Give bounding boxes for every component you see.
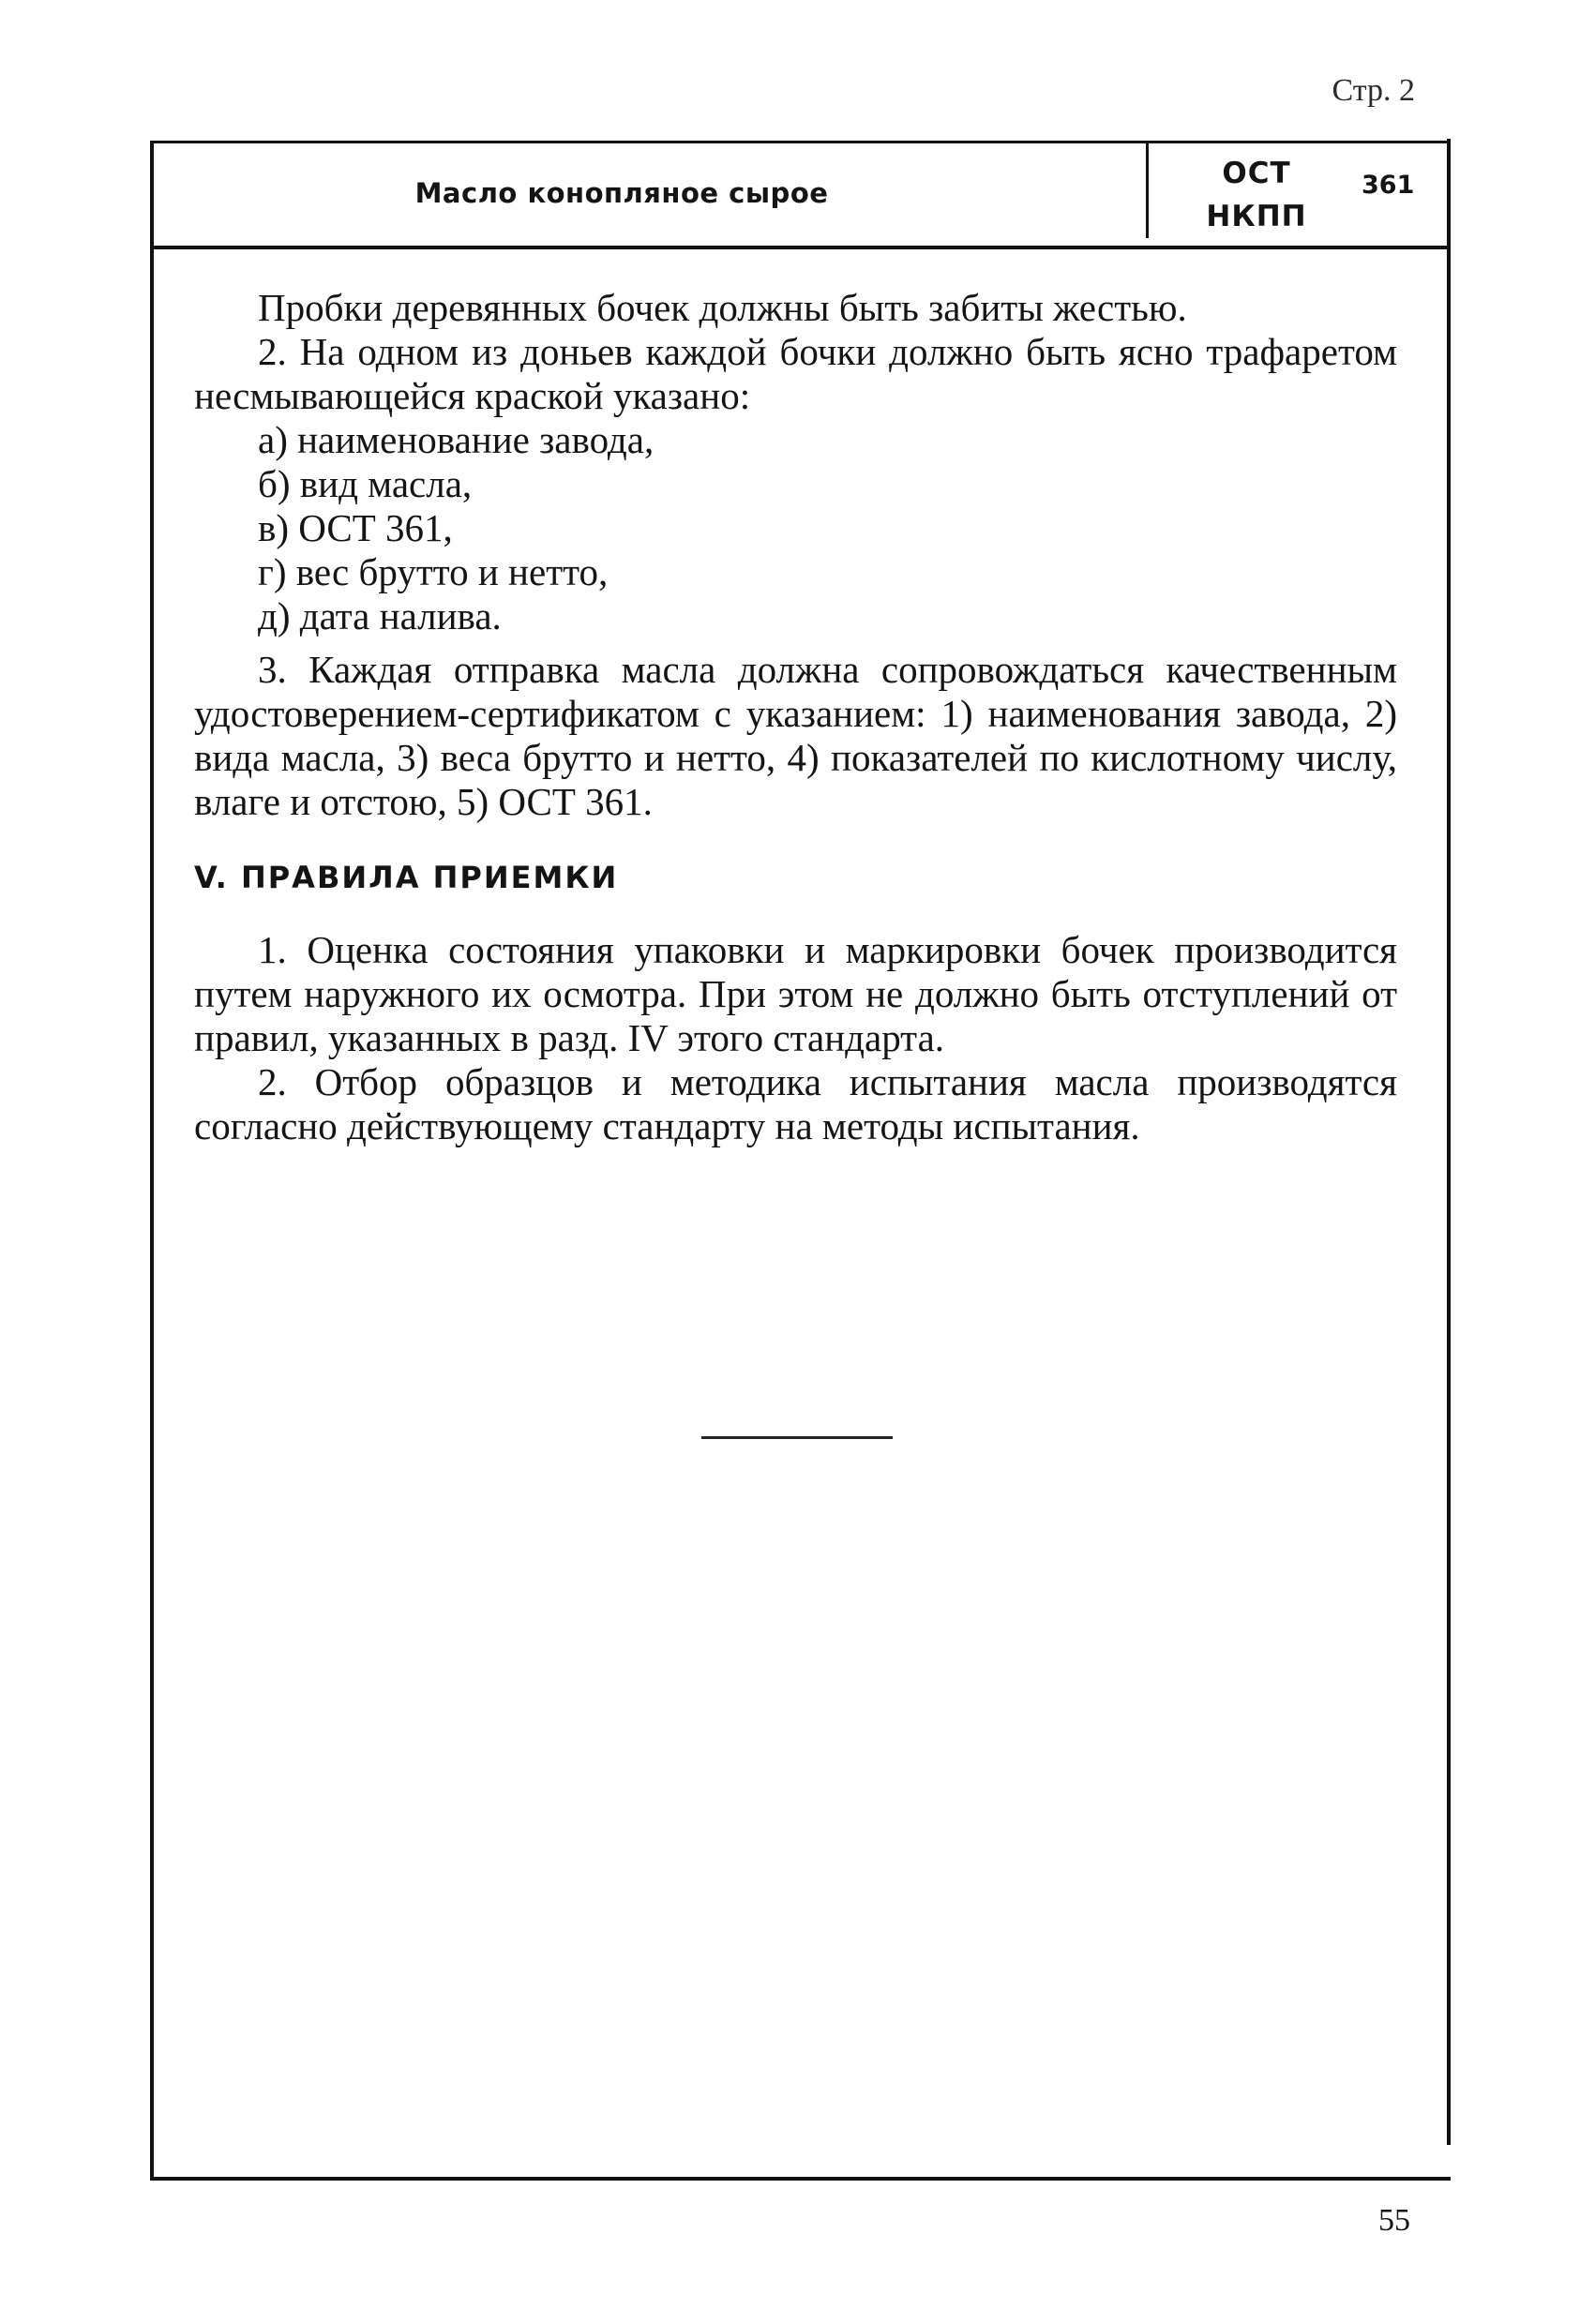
footer-rule xyxy=(150,2177,1451,2181)
marking-list xyxy=(194,418,1397,638)
end-of-text-rule xyxy=(701,1436,893,1439)
page-label: Стр. 2 xyxy=(1332,73,1415,108)
paragraph-2: 2. На одном из доньев каждой бочки должно быть ясно трафаретом несмывающейся краской указано: xyxy=(194,330,1397,417)
paragraph-cork: Пробки деревянных бочек должны быть забиты жестью. xyxy=(258,286,1187,329)
frame-left-rule xyxy=(150,141,154,2177)
section-paragraph-1: 1. Оценка состояния упаковки и маркировки бочек производится путем наружного их осмотра. При этом не должно быть отступлений от правил, указанных в разд. IV этого стандарта. xyxy=(194,928,1397,1059)
list-item: в) ОСТ 361, xyxy=(258,506,453,549)
paragraph-3: 3. Каждая отправка масла должна сопровождаться качественным удостоверением-сертификатом с указанием: 1) наименования завода, 2) вида масла, 3) веса брутто и нетто, 4) показателей по кислотному числу, влаге и отстою, 5) ОСТ 361. xyxy=(194,648,1397,823)
list-item: д) дата налива. xyxy=(258,594,502,637)
list-item: б) вид масла, xyxy=(258,462,473,505)
header-divider-rule xyxy=(1146,141,1149,238)
list-item: г) вес брутто и нетто, xyxy=(258,550,609,593)
standard-code xyxy=(1191,152,1322,238)
standard-number: 361 xyxy=(1362,171,1415,200)
document-title: Масло конопляное сырое xyxy=(414,177,829,209)
header-bottom-rule xyxy=(150,246,1451,249)
section-paragraph-2: 2. Отбор образцов и методика испытания масла производятся согласно действующему стандарту на методы испытания. xyxy=(194,1060,1397,1147)
section-heading: V. ПРАВИЛА ПРИЕМКИ xyxy=(194,860,619,895)
list-item: а) наименование завода, xyxy=(258,418,655,461)
spacer xyxy=(194,638,1397,648)
document-body xyxy=(194,286,1397,1148)
standard-code-line2: НКПП xyxy=(1206,200,1307,233)
frame-right-rule xyxy=(1447,139,1451,2145)
page-number: 55 xyxy=(1378,2203,1410,2238)
standard-code-line1: ОСТ xyxy=(1222,157,1291,190)
